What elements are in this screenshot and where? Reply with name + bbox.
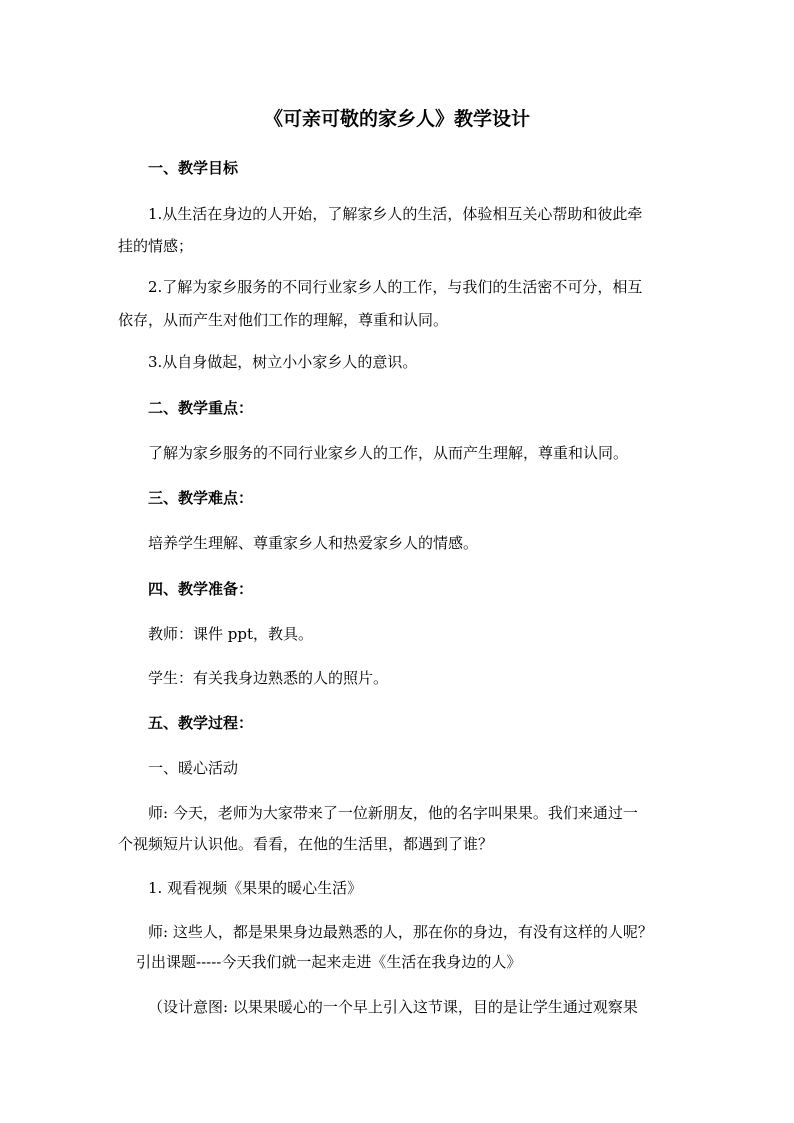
design-intent-note: （设计意图: 以果果暖心的一个早上引入这节课，目的是让学生通过观察果 [148,998,638,1016]
section-heading-key-points: 二、教学重点： [148,399,254,417]
section-heading-difficulties: 三、教学难点： [148,489,254,507]
objective-1-line2: 挂的情感； [118,237,194,255]
section-heading-objectives: 一、教学目标 [148,159,239,177]
process-paragraph-1-line1: 师: 今天，老师为大家带来了一位新朋友，他的名字叫果果。我们来通过一 [148,804,638,822]
objective-3: 3.从自身做起，树立小小家乡人的意识。 [148,353,418,371]
section-heading-process: 五、教学过程： [148,714,254,732]
preparation-teacher: 教师：课件 ppt，教具。 [148,625,314,643]
objective-1-line1: 1.从生活在身边的人开始，了解家乡人的生活，体验相互关心帮助和彼此牵 [148,205,643,223]
process-paragraph-2-line1: 师: 这些人，都是果果身边最熟悉的人，那在你的身边，有没有这样的人呢？ [148,923,653,941]
objective-2-line1: 2.了解为家乡服务的不同行业家乡人的工作，与我们的生活密不可分，相互 [148,278,643,296]
process-paragraph-2-line2: 引出课题-----今天我们就一起来走进《生活在我身边的人》 [136,953,522,971]
preparation-student: 学生：有关我身边熟悉的人的照片。 [148,669,389,687]
objective-2-line2: 依存，从而产生对他们工作的理解，尊重和认同。 [118,311,449,329]
section-heading-preparation: 四、教学准备： [148,580,254,598]
document-title: 《可亲可敬的家乡人》教学设计 [263,108,530,130]
process-step-1: 1. 观看视频《果果的暖心生活》 [148,879,363,897]
difficulties-text: 培养学生理解、尊重家乡人和热爱家乡人的情感。 [148,534,479,552]
process-paragraph-1-line2: 个视频短片认识他。看看，在他的生活里，都遇到了谁？ [118,835,494,853]
key-points-text: 了解为家乡服务的不同行业家乡人的工作，从而产生理解，尊重和认同。 [148,444,629,462]
process-subheading-warm-activity: 一、暖心活动 [148,759,239,777]
